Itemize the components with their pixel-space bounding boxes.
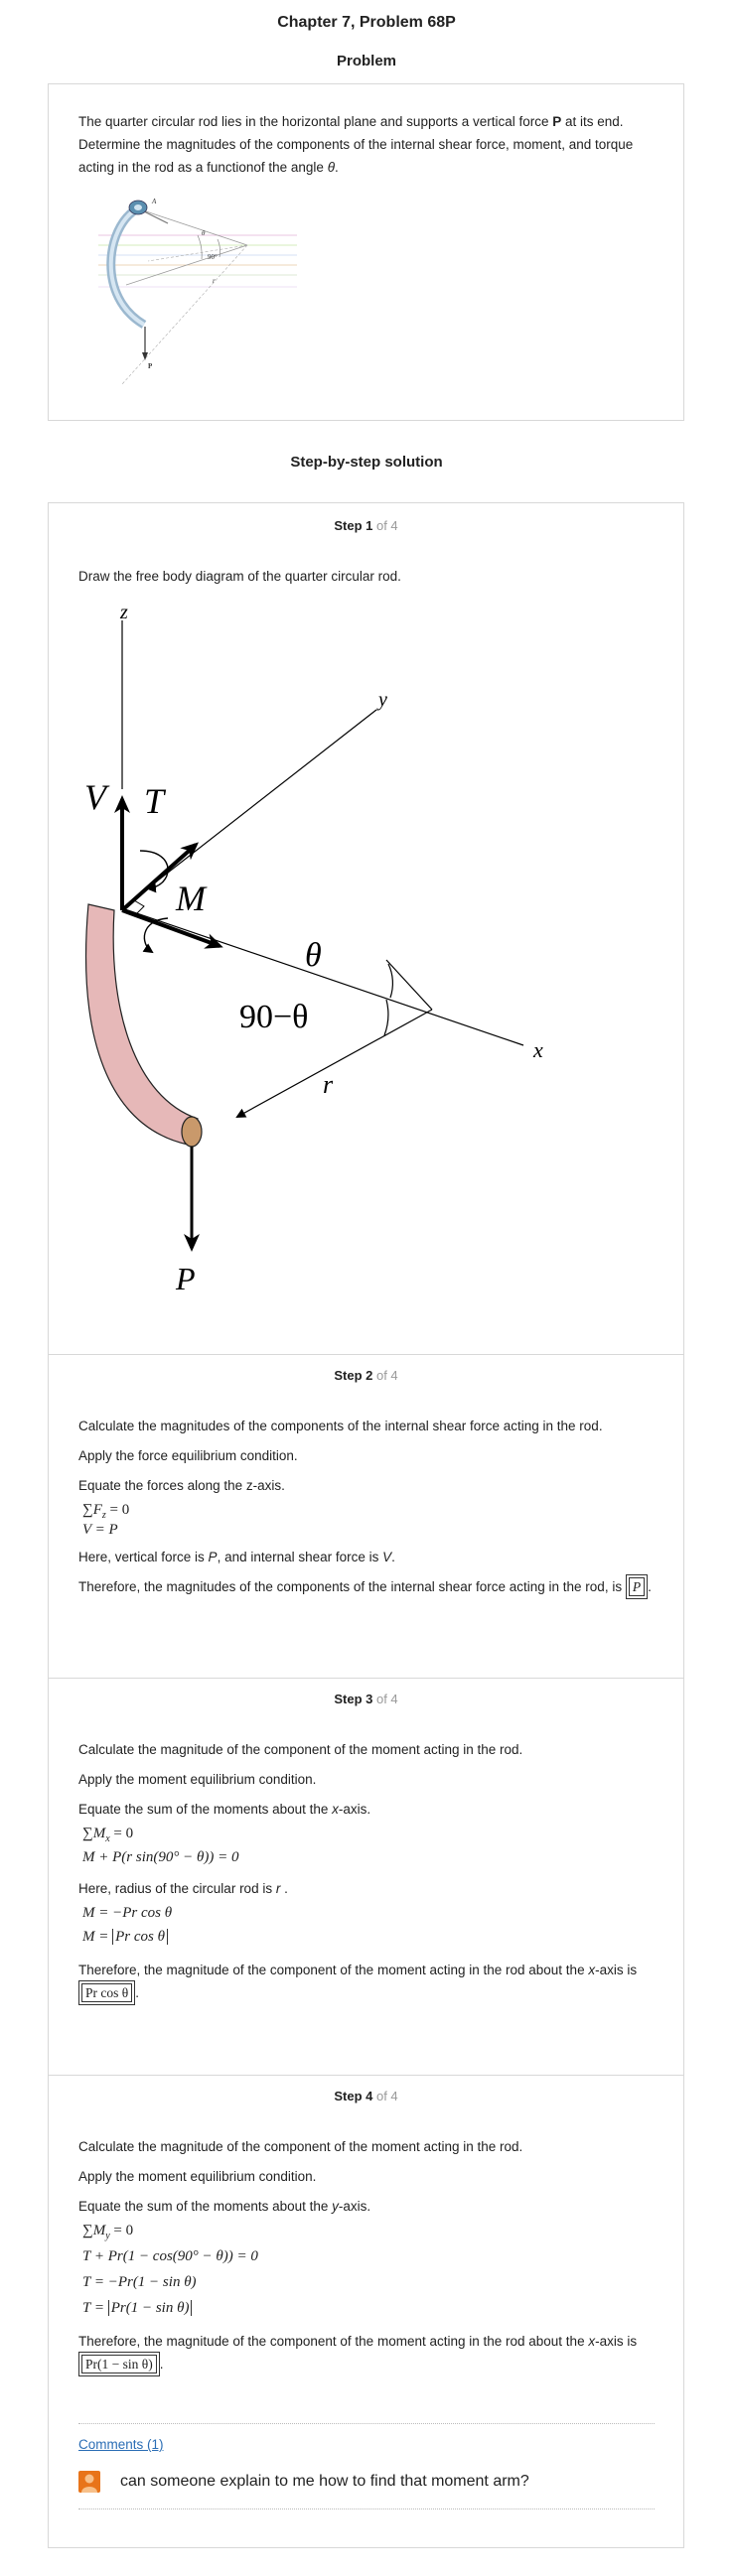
step-4-answer: Pr(1 − sin θ)	[81, 2355, 157, 2373]
step-4	[49, 2076, 683, 2549]
step-3-eq-3: M = −Pr cos θ	[82, 1905, 173, 1921]
step-2-line-2: Apply the force equilibrium condition.	[78, 1448, 298, 1463]
step-2-eq-2: V = P	[82, 1522, 118, 1538]
step-2-line-5: Therefore, the magnitudes of the components of the internal shear force acting in the rod, is P .	[78, 1579, 652, 1594]
comments-link[interactable]: Comments (1)	[78, 2437, 164, 2452]
fbd-label-p: P	[176, 1261, 196, 1296]
step-1-header: Step 1 of 4	[334, 518, 398, 533]
free-body-diagram	[49, 591, 683, 1315]
step-1-text: Draw the free body diagram of the quarter circular rod.	[78, 569, 401, 584]
fbd-label-z: z	[120, 602, 128, 623]
step-2-answer: P	[629, 1577, 645, 1596]
page-title: Chapter 7, Problem 68P	[277, 14, 456, 31]
fig-label-p: P	[148, 362, 153, 370]
problem-heading: Problem	[336, 53, 396, 69]
step-4-eq-4: T = Pr(1 − sin θ)	[82, 2300, 192, 2317]
fbd-label-theta: θ	[305, 937, 322, 974]
step-3-line-5: Therefore, the magnitude of the component of the moment acting in the rod about the x-axis is Pr cos θ .	[78, 1963, 638, 2000]
fbd-label-r: r	[323, 1070, 334, 1099]
fbd-label-m: M	[176, 879, 206, 918]
user-icon	[78, 2471, 100, 2493]
fbd-label-v: V	[84, 777, 106, 817]
fig-label-90: 90°	[208, 253, 218, 261]
step-4-line-1: Calculate the magnitude of the component of the moment acting in the rod.	[78, 2139, 523, 2154]
step-3-eq-1: $\sum M_x = 0$	[82, 1826, 134, 1844]
step-4-eq-2: T + Pr(1 − cos(90° − θ)) = 0	[82, 2248, 258, 2264]
step-2-line-3: Equate the forces along the z-axis.	[78, 1478, 285, 1493]
step-2-eq-1: $\sum F_z = 0$	[82, 1502, 130, 1521]
step-3	[49, 1679, 683, 2076]
step-2-line-4: Here, vertical force is P, and internal shear force is V.	[78, 1550, 395, 1564]
step-3-eq-4: M = Pr cos θ	[82, 1929, 168, 1946]
step-4-line-5: Therefore, the magnitude of the component of the moment acting in the rod about the x-axis is Pr(1 − sin θ) .	[78, 2334, 638, 2372]
comments-separator-top	[78, 2423, 655, 2424]
commenter-avatar	[78, 2471, 100, 2493]
step-3-header: Step 3 of 4	[334, 1692, 398, 1706]
solution-heading: Step-by-step solution	[290, 454, 443, 471]
step-3-line-2: Apply the moment equilibrium condition.	[78, 1772, 317, 1787]
comment-text: can someone explain to me how to find that moment arm?	[120, 2473, 529, 2490]
step-4-eq-3: T = −Pr(1 − sin θ)	[82, 2274, 197, 2290]
fbd-label-y: y	[378, 689, 387, 711]
fbd-label-ninety-theta: 90−θ	[239, 999, 309, 1035]
fig-label-a: A	[152, 198, 157, 205]
comments-separator-bottom	[78, 2508, 655, 2509]
step-4-line-2: Apply the moment equilibrium condition.	[78, 2169, 317, 2184]
step-3-eq-2: M + P(r sin(90° − θ)) = 0	[82, 1849, 239, 1865]
step-2-line-1: Calculate the magnitudes of the components of the internal shear force acting in the rod.	[78, 1419, 603, 1433]
problem-text: The quarter circular rod lies in the horizontal plane and supports a vertical force P at its end. Determine the magnitudes of the components of the internal shear force, moment, and torque acting in the rod as a functionof the angle θ.	[78, 114, 634, 175]
step-3-line-4: Here, radius of the circular rod is r .	[78, 1881, 288, 1896]
step-4-eq-1: $\sum M_y = 0$	[82, 2223, 134, 2241]
fig-label-theta: θ	[202, 229, 206, 237]
step-2-header: Step 2 of 4	[334, 1368, 398, 1383]
step-4-header: Step 4 of 4	[334, 2089, 398, 2103]
fbd-label-t: T	[144, 781, 165, 821]
fig-label-r: r	[213, 277, 216, 285]
problem-figure	[78, 188, 297, 386]
solution-card	[48, 502, 684, 2548]
step-4-line-3: Equate the sum of the moments about the y-axis.	[78, 2199, 371, 2214]
step-2	[49, 1355, 683, 1679]
step-3-line-3: Equate the sum of the moments about the x-axis.	[78, 1802, 371, 1817]
step-1	[49, 503, 683, 1355]
problem-card	[48, 83, 684, 421]
step-3-line-1: Calculate the magnitude of the component of the moment acting in the rod.	[78, 1742, 523, 1757]
step-3-answer: Pr cos θ	[81, 1983, 132, 2002]
fbd-label-x: x	[533, 1037, 543, 1062]
